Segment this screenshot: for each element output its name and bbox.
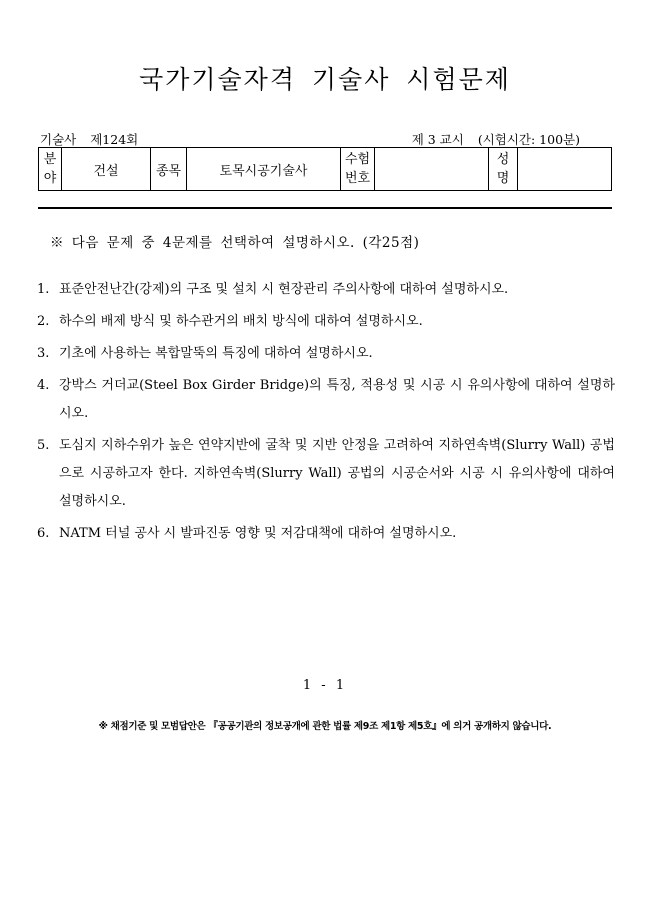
field-label-cell: [39, 148, 62, 191]
page-number: 1 - 1: [302, 678, 348, 693]
footer-notice: ※ 채점기준 및 모범답안은 『공공기관의 정보공개에 관한 법률 제9조 제1항 제5호』에 의거 공개하지 않습니다.: [98, 721, 552, 732]
question-number: 3.: [37, 346, 50, 361]
question-item: [37, 520, 615, 548]
question-list: [37, 276, 615, 548]
question-item: [37, 276, 615, 304]
question-item: [37, 372, 615, 428]
divider-line: [38, 207, 612, 209]
exam-info-table: [38, 147, 612, 191]
question-number: 2.: [37, 314, 50, 329]
question-number: 4.: [37, 378, 50, 393]
item-label-cell: 종목: [151, 148, 187, 191]
question-item: [37, 308, 615, 336]
exam-header-left: [40, 130, 138, 148]
question-number: 5.: [37, 438, 50, 453]
name-label-cell: [489, 148, 518, 191]
field-value-cell: 건설: [62, 148, 151, 191]
exam-header-right: [412, 130, 580, 148]
field-label-line-2: 야: [43, 171, 57, 186]
question-text: NATM 터널 공사 시 발파진동 영향 및 저감대책에 대하여 설명하시오.: [59, 526, 457, 541]
name-field[interactable]: [518, 148, 612, 191]
question-text: 표준안전난간(강제)의 구조 및 설치 시 현장관리 주의사항에 대하여 설명하시오.: [59, 282, 509, 297]
question-number: 1.: [37, 282, 50, 297]
question-number: 6.: [37, 526, 50, 541]
exam-round: 제124회: [90, 132, 139, 147]
instruction-text: ※ 다음 문제 중 4문제를 선택하여 설명하시오. (각25점): [50, 235, 420, 251]
question-text: 강박스 거더교(Steel Box Girder Bridge)의 특징, 적용성 및 시공 시 유의사항에 대하여 설명하시오.: [59, 378, 615, 421]
exam-number-label-line-1: 수험: [344, 152, 371, 167]
question-text: 하수의 배제 방식 및 하수관거의 배치 방식에 대하여 설명하시오.: [59, 314, 423, 329]
exam-number-label-line-2: 번호: [344, 171, 371, 186]
question-item: [37, 432, 615, 516]
exam-number-field[interactable]: [375, 148, 489, 191]
exam-type: 기술사: [40, 132, 77, 147]
question-text: 기초에 사용하는 복합말뚝의 특징에 대하여 설명하시오.: [59, 346, 373, 361]
exam-period: 제 3 교시: [411, 132, 464, 147]
field-label-line-1: 분: [43, 152, 57, 167]
document-title: 국가기술자격 기술사 시험문제: [139, 65, 511, 94]
name-label-line-1: 성: [496, 152, 510, 167]
item-value-cell: 토목시공기술사: [187, 148, 341, 191]
question-item: [37, 340, 615, 368]
exam-number-label-cell: [341, 148, 375, 191]
name-label-line-2: 명: [496, 171, 510, 186]
question-text: 도심지 지하수위가 높은 연약지반에 굴착 및 지반 안정을 고려하여 지하연속벽(Slurry Wall) 공법으로 시공하고자 한다. 지하연속벽(Slurry Wall) 공법의 시공순서와 시공 시 유의사항에 대하여 설명하시오.: [59, 438, 615, 509]
exam-duration: (시험시간: 100분): [477, 132, 580, 147]
